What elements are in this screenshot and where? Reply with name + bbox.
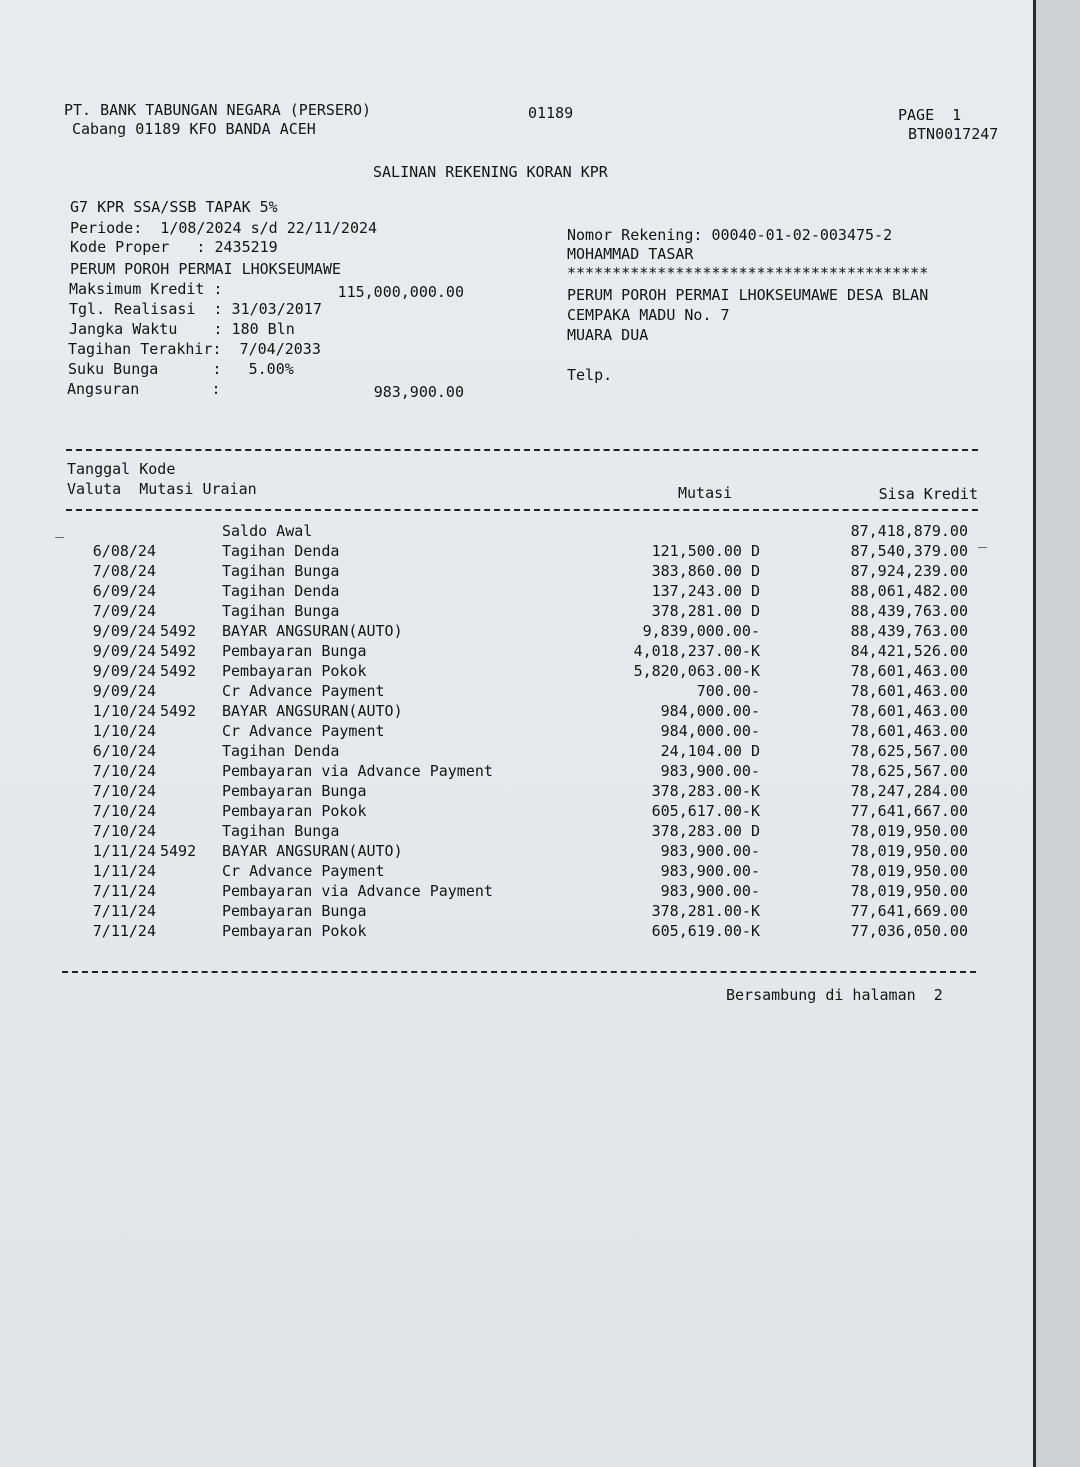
row-sisa-kredit: 78,601,463.00: [850, 662, 968, 680]
table-row: [0, 861, 1033, 881]
table-row: [0, 721, 1033, 741]
table-row: [0, 781, 1033, 801]
table-row: [0, 821, 1033, 841]
column-header-mutasi: Mutasi: [678, 484, 733, 502]
row-mutasi: 137,243.00 D: [651, 582, 760, 600]
row-mutasi: 9,839,000.00-: [642, 622, 760, 640]
table-row: [0, 641, 1033, 661]
row-description: Saldo Awal: [222, 522, 313, 540]
table-row: [0, 801, 1033, 821]
tagihan-terakhir: Tagihan Terakhir: 7/04/2033: [68, 340, 321, 358]
row-sisa-kredit: 77,641,669.00: [850, 902, 968, 920]
row-description: Tagihan Bunga: [222, 822, 340, 840]
row-sisa-kredit: 78,019,950.00: [850, 862, 968, 880]
row-mutasi: 605,617.00-K: [651, 802, 760, 820]
row-date: 9/09/24: [92, 662, 156, 680]
row-date: 7/10/24: [92, 822, 156, 840]
row-sisa-kredit: 87,924,239.00: [850, 562, 968, 580]
row-description: Pembayaran Pokok: [222, 802, 367, 820]
margin-tick-right: _: [978, 530, 988, 548]
row-mutasi: 983,900.00-: [660, 762, 760, 780]
row-sisa-kredit: 87,540,379.00: [850, 542, 968, 560]
page-title: SALINAN REKENING KORAN KPR: [373, 163, 608, 181]
row-description: Pembayaran Pokok: [222, 922, 367, 940]
telp-label: Telp.: [567, 366, 613, 384]
row-date: 1/11/24: [92, 862, 156, 880]
row-description: BAYAR ANGSURAN(AUTO): [222, 842, 403, 860]
row-date: 7/08/24: [92, 562, 156, 580]
row-description: Tagihan Bunga: [222, 562, 340, 580]
table-row: [0, 921, 1033, 941]
row-sisa-kredit: 78,019,950.00: [850, 882, 968, 900]
row-sisa-kredit: 78,247,284.00: [850, 782, 968, 800]
row-mutasi: 983,900.00-: [660, 882, 760, 900]
bank-name: PT. BANK TABUNGAN NEGARA (PERSERO): [64, 101, 372, 119]
row-sisa-kredit: 78,625,567.00: [850, 742, 968, 760]
row-mutasi: 24,104.00 D: [660, 742, 760, 760]
divider-header: [66, 509, 978, 511]
row-description: Pembayaran via Advance Payment: [222, 762, 493, 780]
row-mutasi: 378,283.00 D: [651, 822, 760, 840]
stars-separator: ****************************************: [567, 264, 929, 282]
column-header-sisa-kredit: Sisa Kredit: [878, 485, 978, 503]
row-mutasi: 4,018,237.00-K: [633, 642, 760, 660]
maksimum-kredit-value: 115,000,000.00: [337, 283, 464, 301]
row-description: Pembayaran Bunga: [222, 902, 367, 920]
row-code: 5492: [160, 622, 197, 640]
row-sisa-kredit: 78,601,463.00: [850, 682, 968, 700]
product-name: G7 KPR SSA/SSB TAPAK 5%: [70, 198, 278, 216]
row-description: Pembayaran Bunga: [222, 782, 367, 800]
table-row: [0, 901, 1033, 921]
row-sisa-kredit: 88,439,763.00: [850, 622, 968, 640]
row-description: BAYAR ANGSURAN(AUTO): [222, 702, 403, 720]
row-sisa-kredit: 88,439,763.00: [850, 602, 968, 620]
address-line-1: PERUM POROH PERMAI LHOKSEUMAWE DESA BLAN: [567, 286, 929, 304]
row-sisa-kredit: 84,421,526.00: [850, 642, 968, 660]
kode-proper: Kode Proper : 2435219: [70, 238, 278, 256]
column-header-valuta-mutasi-uraian: Valuta Mutasi Uraian: [67, 480, 257, 498]
row-date: 6/10/24: [92, 742, 156, 760]
row-mutasi: 383,860.00 D: [651, 562, 760, 580]
row-mutasi: 121,500.00 D: [651, 542, 760, 560]
table-row: [0, 581, 1033, 601]
perum-name: PERUM POROH PERMAI LHOKSEUMAWE: [70, 260, 341, 278]
page-number: PAGE 1: [898, 106, 962, 124]
row-description: Tagihan Denda: [222, 742, 340, 760]
document-id: BTN0017247: [908, 125, 999, 143]
row-description: Pembayaran via Advance Payment: [222, 882, 493, 900]
row-description: BAYAR ANGSURAN(AUTO): [222, 622, 403, 640]
row-mutasi: 983,900.00-: [660, 862, 760, 880]
customer-name: MOHAMMAD TASAR: [567, 245, 694, 263]
table-row: [0, 561, 1033, 581]
table-row: [0, 741, 1033, 761]
row-description: Pembayaran Pokok: [222, 662, 367, 680]
periode: Periode: 1/08/2024 s/d 22/11/2024: [70, 219, 378, 237]
table-row: [0, 661, 1033, 681]
row-date: 7/11/24: [92, 902, 156, 920]
row-sisa-kredit: 78,019,950.00: [850, 842, 968, 860]
row-date: 7/11/24: [92, 882, 156, 900]
address-line-2: CEMPAKA MADU No. 7: [567, 306, 730, 324]
row-sisa-kredit: 78,019,950.00: [850, 822, 968, 840]
continued-note: Bersambung di halaman 2: [726, 986, 943, 1004]
row-code: 5492: [160, 842, 197, 860]
table-row: [0, 761, 1033, 781]
row-description: Tagihan Bunga: [222, 602, 340, 620]
table-row: [0, 681, 1033, 701]
row-date: 9/09/24: [92, 642, 156, 660]
suku-bunga: Suku Bunga : 5.00%: [68, 360, 294, 378]
table-row: [0, 701, 1033, 721]
angsuran-value: 983,900.00: [373, 383, 464, 401]
row-mutasi: 983,900.00-: [660, 842, 760, 860]
table-row: [0, 881, 1033, 901]
row-mutasi: 984,000.00-: [660, 702, 760, 720]
tgl-realisasi: Tgl. Realisasi : 31/03/2017: [69, 300, 322, 318]
row-mutasi: 984,000.00-: [660, 722, 760, 740]
page-edge: [1033, 0, 1080, 1467]
row-code: 5492: [160, 642, 197, 660]
row-sisa-kredit: 78,601,463.00: [850, 722, 968, 740]
row-date: 6/08/24: [92, 542, 156, 560]
row-description: Tagihan Denda: [222, 582, 340, 600]
row-date: 7/11/24: [92, 922, 156, 940]
row-sisa-kredit: 77,036,050.00: [850, 922, 968, 940]
row-date: 9/09/24: [92, 682, 156, 700]
row-sisa-kredit: 78,601,463.00: [850, 702, 968, 720]
row-sisa-kredit: 77,641,667.00: [850, 802, 968, 820]
row-date: 7/10/24: [92, 802, 156, 820]
row-date: 1/10/24: [92, 702, 156, 720]
row-date: 7/09/24: [92, 602, 156, 620]
nomor-rekening: Nomor Rekening: 00040-01-02-003475-2: [567, 226, 893, 244]
table-row: [0, 601, 1033, 621]
table-row: [0, 521, 1033, 541]
row-sisa-kredit: 78,625,567.00: [850, 762, 968, 780]
margin-tick-left: _: [55, 520, 65, 538]
row-description: Cr Advance Payment: [222, 722, 385, 740]
row-description: Cr Advance Payment: [222, 862, 385, 880]
row-mutasi: 605,619.00-K: [651, 922, 760, 940]
row-date: 9/09/24: [92, 622, 156, 640]
row-code: 5492: [160, 702, 197, 720]
jangka-waktu: Jangka Waktu : 180 Bln: [69, 320, 295, 338]
row-description: Tagihan Denda: [222, 542, 340, 560]
row-mutasi: 5,820,063.00-K: [633, 662, 760, 680]
table-row: [0, 541, 1033, 561]
table-row: [0, 621, 1033, 641]
table-row: [0, 841, 1033, 861]
row-date: 1/11/24: [92, 842, 156, 860]
row-mutasi: 378,281.00 D: [651, 602, 760, 620]
divider-bottom: [62, 971, 976, 973]
row-sisa-kredit: 87,418,879.00: [850, 522, 968, 540]
row-code: 5492: [160, 662, 197, 680]
angsuran-label: Angsuran :: [67, 380, 221, 398]
row-date: 7/10/24: [92, 762, 156, 780]
divider-top: [66, 449, 978, 451]
row-sisa-kredit: 88,061,482.00: [850, 582, 968, 600]
address-line-3: MUARA DUA: [567, 326, 649, 344]
row-date: 6/09/24: [92, 582, 156, 600]
row-description: Cr Advance Payment: [222, 682, 385, 700]
branch-name: Cabang 01189 KFO BANDA ACEH: [72, 120, 316, 138]
row-date: 7/10/24: [92, 782, 156, 800]
branch-code: 01189: [528, 104, 574, 122]
row-date: 1/10/24: [92, 722, 156, 740]
row-mutasi: 378,281.00-K: [651, 902, 760, 920]
row-mutasi: 378,283.00-K: [651, 782, 760, 800]
column-header-tanggal-kode: Tanggal Kode: [67, 460, 176, 478]
maksimum-kredit-label: Maksimum Kredit :: [69, 280, 223, 298]
row-mutasi: 700.00-: [696, 682, 760, 700]
row-description: Pembayaran Bunga: [222, 642, 367, 660]
